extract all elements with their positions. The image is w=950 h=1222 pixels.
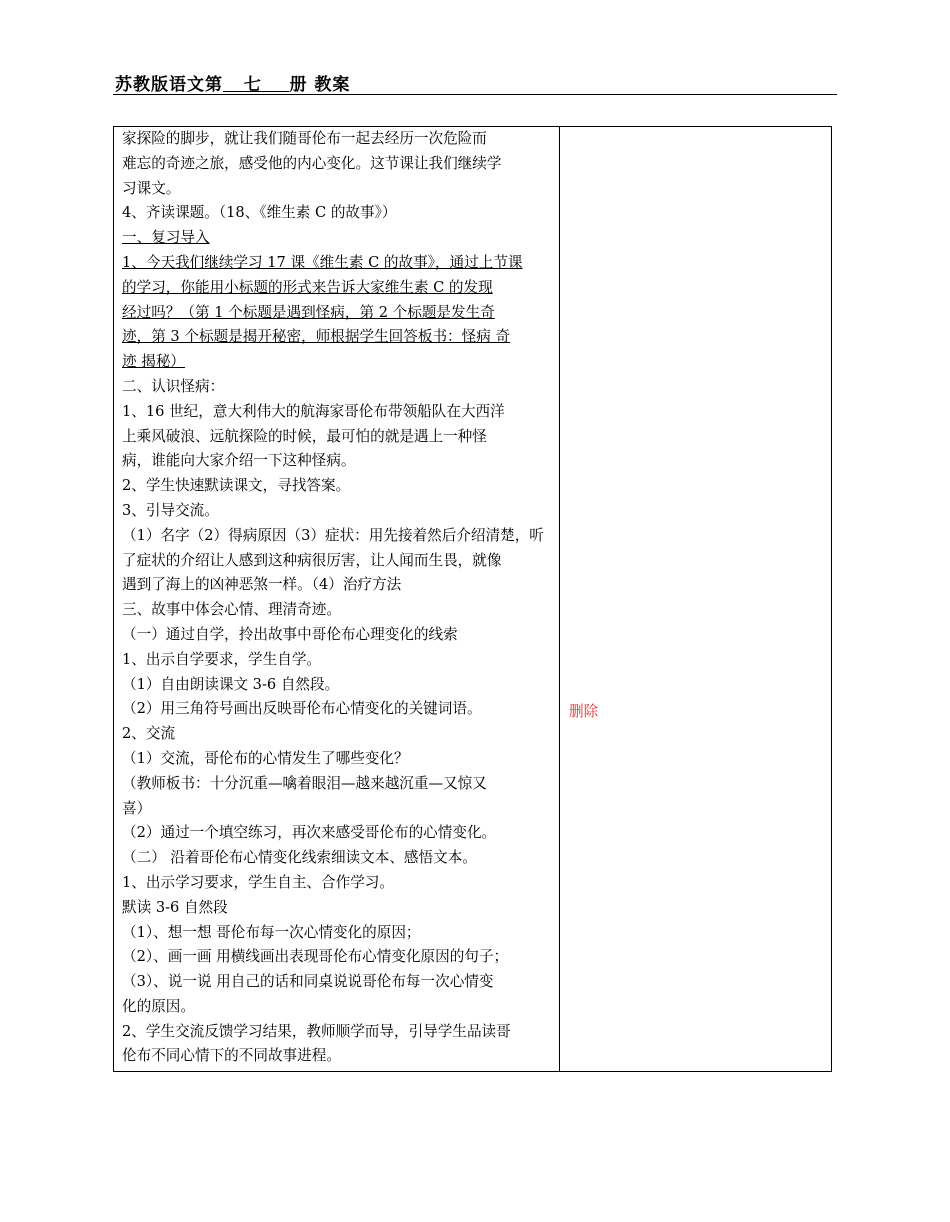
- lesson-line: 2、学生交流反馈学习结果，教师顺学而导，引导学生品读哥: [122, 1022, 511, 1040]
- lesson-line: 1、出示学习要求，学生自主、合作学习。: [122, 873, 394, 891]
- lesson-line: （2）用三角符号画出反映哥伦布心情变化的关键词语。: [122, 700, 482, 718]
- header-volume-number: 七: [243, 75, 262, 95]
- lesson-line: 二、认识怪病：: [122, 377, 225, 395]
- lesson-line: 3、引导交流。: [122, 501, 219, 519]
- lesson-line: 1、今天我们继续学习 17 课《维生素 C 的故事》，通过上节课: [122, 253, 523, 271]
- lesson-line: （3）、说一说 用自己的话和同桌说说哥伦布每一次心情变: [122, 973, 494, 991]
- header-volume-word: 册: [289, 75, 308, 95]
- lesson-line: 4、齐读课题。（18、《维生素 C 的故事》）: [122, 204, 397, 222]
- column-divider: [559, 127, 560, 1071]
- header-lesson-plan-word: 教案: [314, 75, 351, 95]
- lesson-line: 的学习，你能用小标题的形式来告诉大家维生素 C 的发现: [122, 278, 493, 296]
- page-header: [113, 66, 837, 95]
- lesson-line: 化的原因。: [122, 997, 195, 1015]
- lesson-line: 病，谁能向大家介绍一下这种怪病。: [122, 452, 356, 470]
- lesson-line: （1）自由朗读课文 3-6 自然段。: [122, 675, 340, 693]
- header-volume-blank-after: [262, 75, 290, 95]
- lesson-line: （2）、画一画 用横线画出表现哥伦布心情变化原因的句子；: [122, 948, 509, 966]
- lesson-line: （2）通过一个填空练习，再次来感受哥伦布的心情变化。: [122, 824, 497, 842]
- lesson-line: （1）、想一想 哥伦布每一次心情变化的原因；: [122, 923, 421, 941]
- lesson-line: （教师板书：十分沉重—噙着眼泪—越来越沉重—又惊又: [122, 774, 487, 792]
- lesson-line: （1）名字（2）得病原因（3）症状：用先接着然后介绍清楚，听: [122, 526, 544, 544]
- header-volume-blank-before: [223, 75, 244, 95]
- lesson-line: 2、交流: [122, 725, 176, 743]
- lesson-line: （1）交流，哥伦布的心情发生了哪些变化？: [122, 749, 409, 767]
- lesson-line: 了症状的介绍让人感到这种病很厉害，让人闻而生畏，就像: [122, 551, 502, 569]
- lesson-line: 上乘风破浪、远航探险的时候，最可怕的就是遇上一种怪: [122, 427, 487, 445]
- header-title-prefix: 苏教版语文第: [115, 75, 223, 95]
- lesson-plan-table: [113, 126, 832, 1072]
- lesson-line: 家探险的脚步，就让我们随哥伦布一起去经历一次危险而: [122, 130, 487, 147]
- lesson-line: 伦布不同心情下的不同故事进程。: [122, 1047, 341, 1065]
- lesson-line: 2、学生快速默读课文，寻找答案。: [122, 477, 351, 495]
- lesson-content-cell: [122, 127, 554, 1069]
- lesson-line: 难忘的奇迹之旅，感受他的内心变化。这节课让我们继续学: [122, 154, 502, 172]
- lesson-line: 迹，第 3 个标题是揭开秘密，师根据学生回答板书：怪病 奇: [122, 328, 511, 346]
- lesson-line: 一、复习导入: [122, 229, 210, 247]
- lesson-line: （二） 沿着哥伦布心情变化线索细读文本、感悟文本。: [122, 849, 477, 867]
- lesson-line: 默读 3-6 自然段: [122, 898, 228, 916]
- lesson-line: 经过吗？（第 1 个标题是遇到怪病，第 2 个标题是发生奇: [122, 303, 495, 321]
- lesson-line: 习课文。: [122, 179, 181, 197]
- lesson-line: （一）通过自学，拎出故事中哥伦布心理变化的线索: [122, 625, 458, 643]
- lesson-line: 迹 揭秘）: [122, 353, 186, 371]
- lesson-line: 1、16 世纪，意大利伟大的航海家哥伦布带领船队在大西洋: [122, 402, 505, 420]
- header-title: [115, 70, 350, 95]
- lesson-line: 三、故事中体会心情、理清奇迹。: [122, 601, 341, 619]
- revision-note: 删除: [569, 703, 599, 720]
- lesson-line: 遇到了海上的凶神恶煞一样。（4）治疗方法: [122, 576, 402, 594]
- lesson-line: 喜）: [122, 799, 152, 817]
- lesson-line: 1、出示自学要求，学生自学。: [122, 650, 322, 668]
